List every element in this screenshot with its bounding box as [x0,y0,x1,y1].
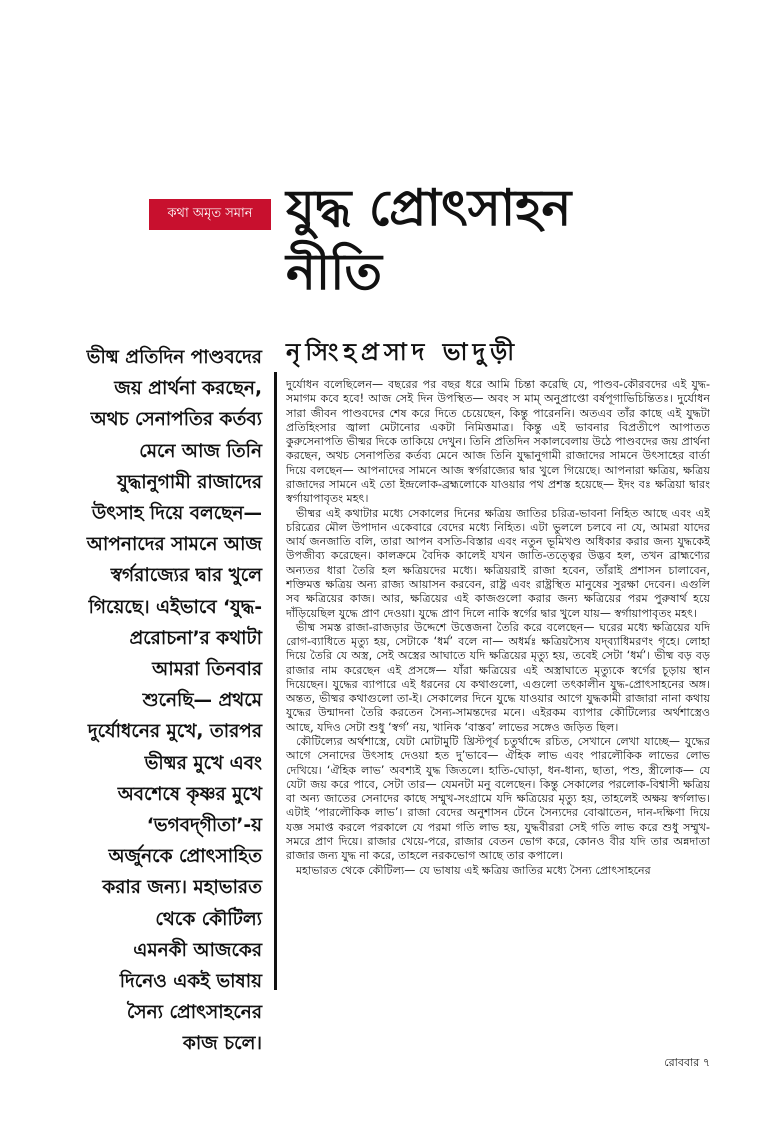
pull-quote-line: গিয়েছে। এইভাবে ‘যুদ্ধ- [88,596,262,618]
pull-quote-line: মেনে আজ তিনি [139,440,262,462]
body-paragraph: ভীষ্মর এই কথাটার মধ্যে সেকালের দিনের ক্ষত্রিয় জাতির চরিত্র-ভাবনা নিহিত আছে এবং এই চরিত্রের মৌল উপাদান একেবারে বেদের মধ্যে নিহিত। এটা ভুললে চলবে না যে, আমরা যাদের আর্য জনজাতি বলি, তারা আপন বসতি-বিস্তার এবং নতুন ভূমিখণ্ড অধিকার করার জন্য যুদ্ধকেই উপজীব্য করেছেন। কালক্রমে বৈদিক কালেই যখন জাতি-তত্ত্বের উদ্ভব হল, তখন ব্রাহ্মণ্যের অন্যতর ধারা তৈরি হল ক্ষত্রিয়দের মধ্যে। ক্ষত্রিয়রাই রাজা হবেন, তাঁরাই প্রশাসন চালাবেন, শক্তিমত্ত ক্ষত্রিয় অন্য রাজ্য আয়াসন করবেন, রাষ্ট্র এবং রাষ্ট্রস্থিত মানুষের সুরক্ষা দেবেন। এগুলি সব ক্ষত্রিয়ের কাজ। আর, ক্ষত্রিয়ের এই কাজগুলো করার জন্য ক্ষত্রিয়ের পরম পুরুষার্থ হয়ে দাঁড়িয়েছিল যুদ্ধে প্রাণ দেওয়া। যুদ্ধে প্রাণ দিলে নাকি স্বর্গের দ্বার খুলে যায়— স্বর্গায়াপাবৃতং মহৎ। [286,506,710,620]
column-badge [149,199,271,230]
pull-quote-line: দুর্যোধনের মুখে, তারপর [87,721,262,743]
pull-quote-line: অবশেষে কৃষ্ণর মুখে [117,783,262,805]
article-body [286,378,710,1048]
pull-quote [66,342,262,1060]
pull-quote-line: ‘ভগবদ্‌গীতা’-য় [146,815,262,837]
pull-quote-line: আপনাদের সামনে আজ [86,534,262,556]
pull-quote-line: কাজ চলে। [182,1033,262,1055]
pull-quote-line: ভীষ্মর মুখে এবং [144,752,262,774]
pull-quote-line: জয় প্রার্থনা করছেন, [114,378,262,400]
pull-quote-line: যুদ্ধানুগামী রাজাদের [117,471,262,493]
body-paragraph: ভীষ্ম সমস্ত রাজা-রাজড়ার উদ্দেশে উত্তেজনা তৈরি করে বলেছেন— ঘরের মধ্যে ক্ষত্রিয়ের যদি রোগ-ব্যাধিতে মৃত্যু হয়, সেটাকে ‘ধর্ম’ বলে না— অধর্মঃ ক্ষত্রিয়স্যৈষ যদ্‌ব্যাধিমরণং গৃহে। লোহা দিয়ে তৈরি যে অস্ত্র, সেই অস্ত্রের আঘাতে যদি ক্ষত্রিয়ের মৃত্যু হয়, তবেই সেটা ‘ধর্ম’। ভীষ্ম বড় বড় রাজার নাম করেছেন এই প্রসঙ্গে— যাঁরা ক্ষত্রিয়ের এই অস্ত্রাঘাতে মৃত্যুকে স্বর্গের চূড়ায় স্থান দিয়েছেন। যুদ্ধের ব্যাপারে এই ধরনের যে কথাগুলো, এগুলো তৎকালীন যুদ্ধ-প্রোৎসাহনের অঙ্গ। অন্তত, ভীষ্মর কথাগুলো তা-ই। সেকালের দিনে যুদ্ধে যাওয়ার আগে যুদ্ধকামী রাজারা নানা কথায় যুদ্ধের উন্মাদনা তৈরি করতেন সৈন্য-সামন্তদের মনে। এইরকম ব্যাপার কৌটিল্যের অর্থশাস্ত্রেও আছে, যদিও সেটা শুধু ‘স্বর্গ’ নয়, খানিক ‘বাস্তব’ লাভের সঙ্গেও জড়িত ছিল। [286,620,710,734]
pull-quote-line: প্ররোচনা’র কথাটা [129,627,262,649]
pull-quote-line: এমনকী আজকের [133,939,262,961]
page-folio: রোববার ৭ [664,1056,710,1069]
title-line-1: যুদ্ধ প্রোৎসাহন [286,179,572,237]
column-badge-label: কথা অমৃত সমান [167,206,253,221]
pull-quote-line: অথচ সেনাপতির কর্তব্য [90,409,262,431]
body-paragraph: মহাভারত থেকে কৌটিল্য— যে ভাষায় এই ক্ষত্রিয় জাতির মধ্যে সৈন্য প্রোৎসাহনের [296,863,651,877]
pull-quote-line: করার জন্য। মহাভারত [102,877,262,899]
pull-quote-line: উৎসাহ দিয়ে বলছেন— [91,503,262,525]
article-title [286,176,686,304]
pull-quote-line: ভীষ্ম প্রতিদিন পাণ্ডবদের [86,347,262,368]
author-byline: নৃসিংহপ্রসাদ ভাদুড়ী [286,338,520,366]
column-divider [274,372,277,990]
pull-quote-line: আমরা তিনবার [152,659,262,681]
title-line-2: নীতি [286,243,382,301]
body-paragraph: দুর্যোধন বলেছিলেন— বছরের পর বছর ধরে আমি চিন্তা করেছি যে, পাণ্ডব-কৌরবদের এই যুদ্ধ-সমাগম কবে হবে! আজ সেই দিন উপস্থিত— অবং স মাম্‌ অনুপ্রাপ্তো বর্ষপূগাভিচিন্তিতঃ। দুর্যোধন সারা জীবন পাণ্ডবদের শেষ করে দিতে চেয়েছেন, কিন্তু পারেননি। অতএব তাঁর কাছে এই যুদ্ধটা প্রতিহিংসার জ্বালা মেটানোর একটা নিমিত্তমাত্র। কিন্তু এই ভাবনার বিপ্রতীপে আপাতত কুরুসেনাপতি ভীষ্মর দিকে তাকিয়ে দেখুন। তিনি প্রতিদিন সকালবেলায় উঠে পাণ্ডবদের জয় প্রার্থনা করছেন, অথচ সেনাপতির কর্তব্য মেনে আজ তিনি যুদ্ধানুগামী রাজাদের সামনে উৎসাহের বার্তা দিয়ে বলছেন— আপনাদের সামনে আজ স্বর্গরাজ্যের দ্বার খুলে গিয়েছে। আপনারা ক্ষত্রিয়, ক্ষত্রিয় রাজাদের সামনে এই তো ইন্দ্রলোক-ব্রহ্মলোকে যাওয়ার পথ প্রশস্ত হয়েছে— ইদং বঃ ক্ষত্রিয়া দ্বারং স্বর্গায়াপাবৃতং মহৎ। [286,378,710,506]
pull-quote-line: সৈন্য প্রোৎসাহনের [126,1002,262,1024]
body-paragraph: কৌটিল্যের অর্থশাস্ত্রে, যেটা মোটামুটি খ্রিস্টপূর্ব চতুর্থাব্দে রচিত, সেখানে লেখা যাচ্ছে— যুদ্ধের আগে সেনাদের উৎসাহ দেওয়া হত দু’ভাবে— ঐহিক লাভ এবং পারলৌকিক লাভের লোভ দেখিয়ে। ‘ঐহিক লাভ’ অবশ্যই যুদ্ধ জিতলে। হাতি-ঘোড়া, ধন-ধান্য, ছাতা, পশু, স্ত্রীলোক— যে যেটা জয় করে পাবে, সেটা তার— যেমনটা মনু বলেছেন। কিন্তু সেকালের পরলোক-বিশ্বাসী ক্ষত্রিয় বা অন্য জাতের সেনাদের কাছে সম্মুখ-সংগ্রামে যদি ক্ষত্রিয়ের মৃত্যু হয়, তাহলেই অক্ষয় স্বর্গলাভ। এটাই ‘পারলৌকিক লাভ’। রাজা বেদের অনুশাসন টেনে সৈন্যদের বোঝাতেন, দান-দক্ষিণা দিয়ে যজ্ঞ সমাপ্ত করলে পরকালে যে পরমা গতি লাভ হয়, যুদ্ধবীররা সেই গতি লাভ করে শুধু সম্মুখ-সমরে প্রাণ দিয়ে। রাজার খেয়ে-পরে, রাজার বেতন ভোগ করে, কোনও বীর যদি তার অন্নদাতা রাজার জন্য যুদ্ধ না করে, তাহলে নরকভোগ আছে তার কপালে। [286,735,710,863]
pull-quote-line: শুনেছি— প্রথমে [142,690,262,712]
pull-quote-line: থেকে কৌটিল্য [155,908,262,930]
pull-quote-line: স্বর্গরাজ্যের দ্বার খুলে [110,565,262,587]
pull-quote-line: অর্জুনকে প্রোৎসাহিত [108,846,262,868]
pull-quote-line: দিনেও একই ভাষায় [119,971,262,993]
